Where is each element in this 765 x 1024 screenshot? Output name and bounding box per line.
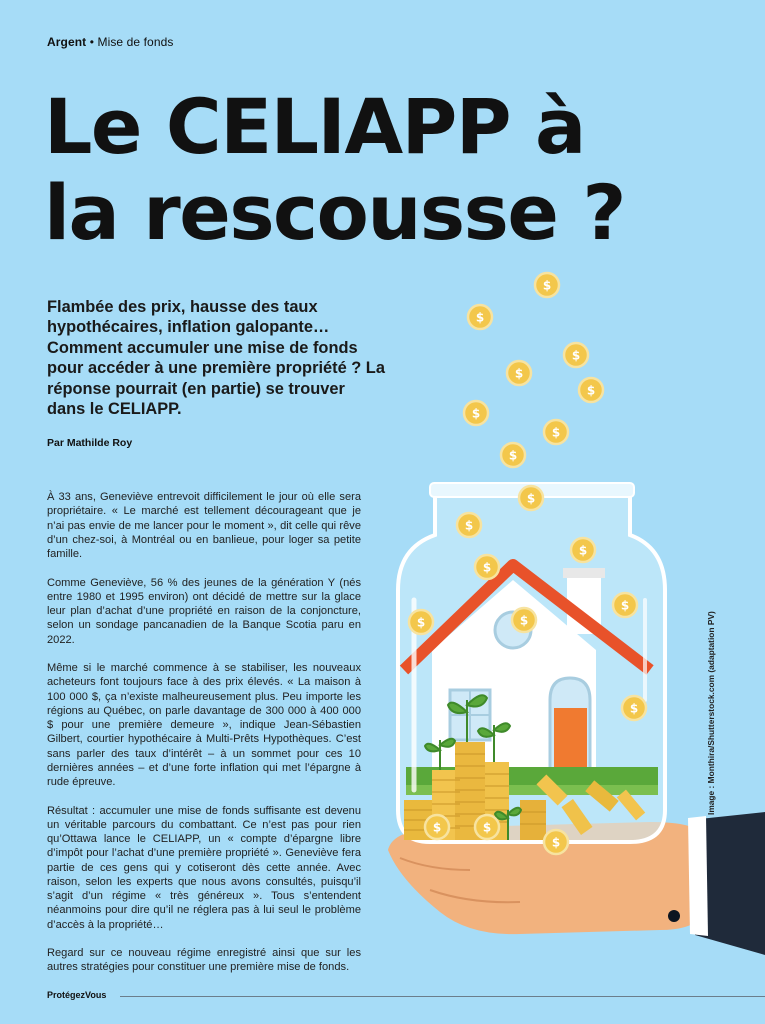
footer-rule (120, 996, 765, 997)
coin-icon (519, 486, 543, 510)
image-credit: Image : Monthira/Shutterstock.com (adaptation PV) (706, 611, 716, 815)
footer-publication: ProtégezVous (47, 990, 107, 1000)
svg-text:$: $ (482, 820, 492, 835)
body-paragraph: Regard sur ce nouveau régime enregistré ainsi que sur les autres stratégies pour constituer une première mise de fonds. (47, 947, 361, 974)
cufflink-icon (668, 910, 680, 922)
title-line-2: la rescousse ? (44, 168, 625, 257)
svg-text:$: $ (416, 615, 426, 630)
byline: Par Mathilde Roy (47, 437, 133, 449)
title-line-1: Le CELIAPP à (44, 82, 585, 171)
svg-text:$: $ (578, 543, 588, 558)
svg-text:$: $ (471, 406, 481, 421)
svg-text:$: $ (432, 820, 442, 835)
section-label: Argent (47, 35, 87, 49)
section-separator: • (89, 35, 95, 49)
coin-icon (507, 361, 531, 385)
svg-text:$: $ (551, 425, 561, 440)
coin-icon (457, 513, 481, 537)
coin-icon (475, 815, 499, 839)
coin-icon (501, 443, 525, 467)
body-paragraph: Résultat : accumuler une mise de fonds suffisante est devenu un véritable parcours du combattant. Ce n’est pas pour rien qu’Ottawa lance le CELIAPP, un « compte d’épargne libre d’impôt pour l’achat d’une première propriété ». Geneviève fera partie de ces gens qui y cotiseront dès cette année. Avec raison, selon les experts que nous avons consultés, puisqu’il s’agit d’un régime « très généreux ». Tous s’entendent néanmoins pour dire qu’il ne réglera pas à lui seul le problème d’accès à la propriété… (47, 804, 361, 931)
body-paragraph: Même si le marché commence à se stabiliser, les nouveaux acheteurs font toujours face à des prix élevés. « La maison à 100 000 $, ça n’existe malheureusement plus. Peu importe les régions au Québec, on parle davantage de 300 000 à 400 000 $ pour une première demeure », indique Jean-Sébastien Gilbert, courtier hypothécaire à Multi-Prêts Hypothèques. C’est sans parler des taux d’intérêt – à un sommet pour ces 10 dernières années – et d’une forte inflation qui met l’épargne à rude épreuve. (47, 662, 361, 788)
svg-text:$: $ (586, 383, 596, 398)
svg-text:$: $ (514, 366, 524, 381)
coin-icon (564, 343, 588, 367)
coin-icon (512, 608, 536, 632)
coin-icon (579, 378, 603, 402)
jar-illustration (398, 483, 665, 842)
svg-text:$: $ (629, 701, 639, 716)
coin-icon (571, 538, 595, 562)
svg-text:$: $ (542, 278, 552, 293)
subsection-label: Mise de fonds (97, 35, 174, 49)
coin-icon (464, 401, 488, 425)
svg-text:$: $ (475, 310, 485, 325)
svg-text:$: $ (551, 835, 561, 850)
coin-icon (544, 420, 568, 444)
svg-text:$: $ (571, 348, 581, 363)
coin-icon (475, 555, 499, 579)
coin-icon (409, 610, 433, 634)
svg-text:$: $ (526, 491, 536, 506)
coin-icon (535, 273, 559, 297)
svg-text:$: $ (464, 518, 474, 533)
svg-text:$: $ (508, 448, 518, 463)
coin-icon (468, 305, 492, 329)
door (554, 708, 587, 770)
svg-text:$: $ (519, 613, 529, 628)
body-paragraph: À 33 ans, Geneviève entrevoit difficilement le jour où elle sera propriétaire. « Le marché est tellement décourageant que je n’ai pas envie de me lancer pour le moment », dit celle qui rêve d’un chez-soi, à Montréal ou en banlieue, pour loger sa petite famille. (47, 491, 361, 560)
coin-icon (425, 815, 449, 839)
coin-icon (544, 830, 568, 854)
svg-text:$: $ (620, 598, 630, 613)
svg-text:$: $ (482, 560, 492, 575)
coin-icon (622, 696, 646, 720)
body-paragraph: Comme Geneviève, 56 % des jeunes de la génération Y (nés entre 1980 et 1995 environ) ont décidé de mettre sur la glace leur plan d’achat d’une propriété en raison de la conjoncture, selon un sondage pancanadien de la Banque Scotia paru en 2022. (47, 576, 361, 646)
article-deck: Flambée des prix, hausse des taux hypothécaires, inflation galopante… Comment accumuler une mise de fonds pour accéder à une première propriété ? La réponse pourrait (en partie) se trouver dans le CELIAPP. (47, 298, 385, 419)
coin-icon (613, 593, 637, 617)
